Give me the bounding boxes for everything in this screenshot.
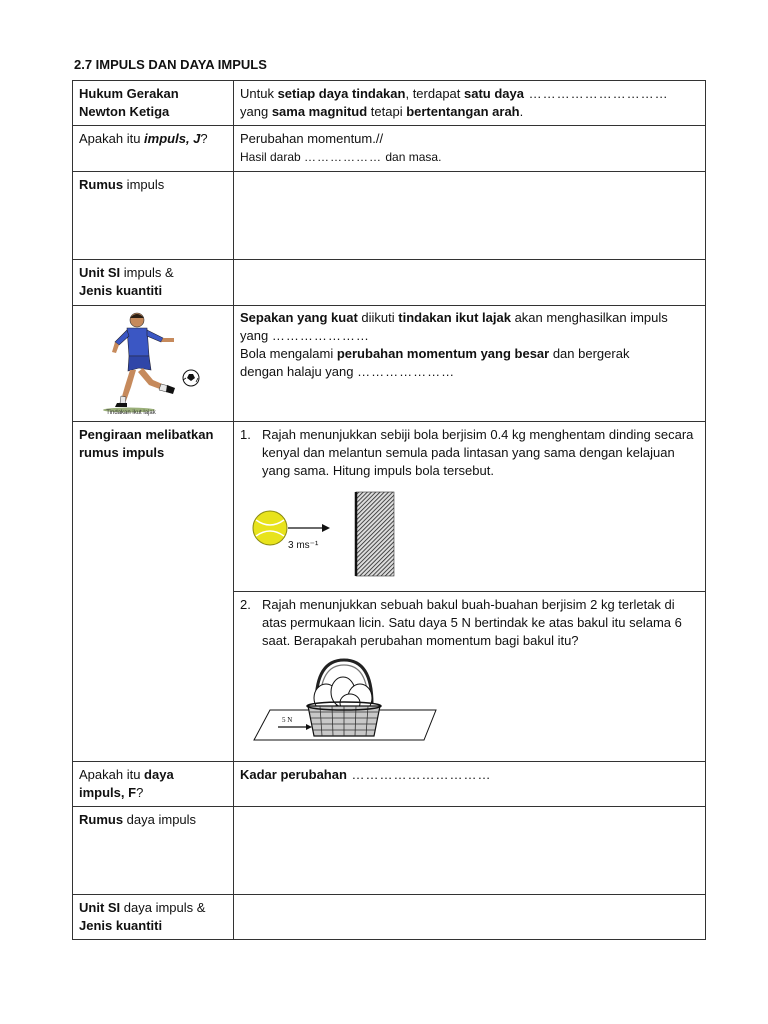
label-unit-daya: Unit SI daya impuls & Jenis kuantiti <box>73 895 234 940</box>
content-newton: Untuk setiap daya tindakan, terdapat satu daya ………………………… yang sama magnitud tetapi bertentangan arah. <box>234 81 706 126</box>
basket-diagram <box>250 656 440 744</box>
answer-rumus-impuls[interactable] <box>234 172 706 260</box>
label-daya: Apakah itu daya impuls, F? <box>73 762 234 807</box>
row-newton <box>73 81 706 126</box>
q1-speed-label: 3 ms⁻¹ <box>288 540 319 551</box>
question-1 <box>234 422 706 592</box>
q1-number: 1. <box>240 427 251 442</box>
soccer-image-caption: Tindakan ikut lajak <box>106 410 156 416</box>
q2-number: 2. <box>240 597 251 612</box>
label-unit-impuls: Unit SI impuls & Jenis kuantiti <box>73 260 234 306</box>
page-title: 2.7 IMPULS DAN DAYA IMPULS <box>74 57 267 72</box>
row-rumus-impuls <box>73 172 706 260</box>
label-pengiraan: Pengiraan melibatkan rumus impuls <box>73 422 234 762</box>
row-unit-impuls <box>73 260 706 306</box>
tennis-ball-icon <box>253 511 287 545</box>
label-rumus-daya: Rumus daya impuls <box>73 807 234 895</box>
worksheet-table <box>72 80 706 940</box>
answer-rumus-daya[interactable] <box>234 807 706 895</box>
content-sepakan: Sepakan yang kuat diikuti tindakan ikut lajak akan menghasilkan impuls yang ………………… Bola mengalami perubahan momentum yang besar dan bergerak dengan halaju yang ………………… <box>234 306 706 422</box>
row-pengiraan-q1 <box>73 422 706 592</box>
answer-unit-impuls[interactable] <box>234 260 706 306</box>
label-rumus-impuls: Rumus impuls <box>73 172 234 260</box>
ball-wall-diagram <box>250 490 450 585</box>
row-impuls <box>73 126 706 172</box>
label-impuls: Apakah itu impuls, J? <box>73 126 234 172</box>
q2-text: Rajah menunjukkan sebuah bakul buah-buahan berjisim 2 kg terletak di atas permukaan licin. Satu daya 5 N bertindak ke atas bakul itu selama 6 saat. Berapakah perubahan momentum bagi bakul itu? <box>262 597 682 648</box>
content-daya: Kadar perubahan ………………………… <box>234 762 706 807</box>
answer-unit-daya[interactable] <box>234 895 706 940</box>
row-unit-daya <box>73 895 706 940</box>
soccer-player-image <box>79 308 213 416</box>
label-newton: Hukum Gerakan Newton Ketiga <box>73 81 234 126</box>
row-sepakan <box>73 306 706 422</box>
q2-force-label: 5 N <box>282 716 293 724</box>
question-2 <box>234 592 706 762</box>
row-rumus-daya <box>73 807 706 895</box>
row-daya <box>73 762 706 807</box>
soccer-illustration-cell <box>73 306 234 422</box>
q1-text: Rajah menunjukkan sebiji bola berjisim 0.4 kg menghentam dinding secara kenyal dan melantun semula pada lintasan yang sama dengan kelajuan yang sama. Hitung impuls bola tersebut. <box>262 427 694 478</box>
wall-icon <box>356 492 394 576</box>
content-impuls: Perubahan momentum.// Hasil darab ……………… dan masa. <box>234 126 706 172</box>
